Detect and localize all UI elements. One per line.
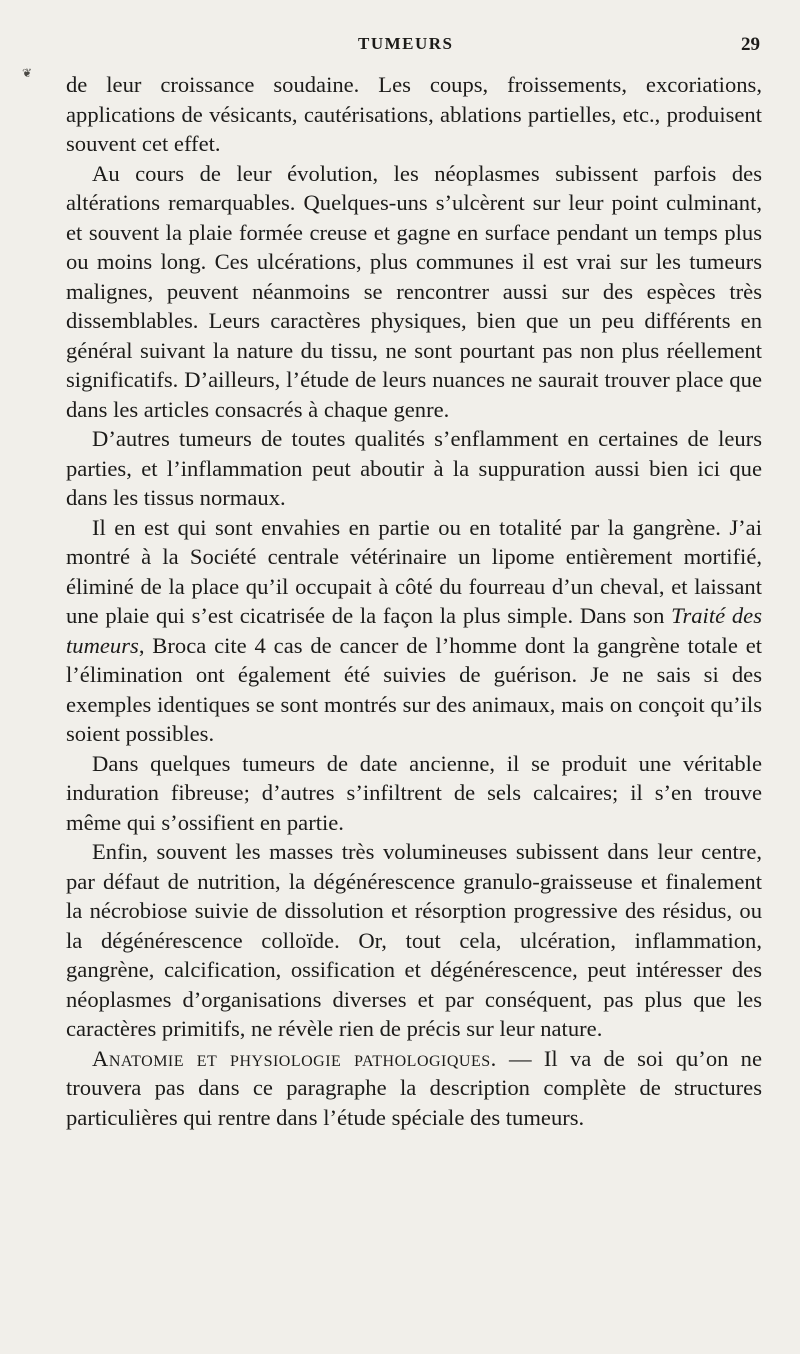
paragraph-evolution: Au cours de leur évolution, les néoplasmes subissent parfois des altérations remarquables. Quelques-uns s’ulcèrent sur leur point culminant, et souvent la plaie formée creuse et gagne en surface pendant un temps plus ou moins long. Ces ulcérations, plus communes il est vrai sur les tumeurs malignes, peuvent néanmoins se rencontrer aussi sur des espèces très dissemblables. Leurs caractères physiques, bien que un peu différents en général suivant la nature du tissu, ne sont pourtant pas non plus réellement significatifs. D’ailleurs, l’étude de leurs nuances ne saurait trouver place que dans les articles consacrés à chaque genre. [66, 160, 762, 422]
paragraph-degeneration: Enfin, souvent les masses très volumineuses subissent dans leur centre, par défaut de nutrition, la dégénérescence granulo-graisseuse et finalement la nécrobiose suivie de dissolution et résorption progressive des résidus, ou la dégénérescence colloïde. Or, tout cela, ulcération, inflammation, gangrène, calcification, ossification et dégénérescence, peut intéresser des néoplasmes d’organisations diverses et par conséquent, pas plus que les caractères primitifs, ne révèle rien de précis sur leur nature. [66, 839, 762, 1041]
paragraph-gangrene-text-1: Il en est qui sont envahies en partie ou en totalité par la gangrène. J’ai montré à la Société centrale vétérinaire un lipome entièrement mortifié, éliminé de la place qu’il occupait à côté du fourreau d’un cheval, et laissant une plaie qui s’est cicatrisée de la façon la plus simple. Dans son [66, 514, 762, 628]
paragraph-anatomy [66, 1044, 762, 1133]
paragraph-continuation: de leur croissance soudaine. Les coups, froissements, excoriations, applications de vésicants, cautérisations, ablations partielles, etc., produisent souvent cet effet. [66, 72, 762, 156]
paragraph-anatomy-text: — Il va de soi qu’on ne trouvera pas dans ce paragraphe la description complète de structures particulières qui rentre dans l’étude spéciale des tumeurs. [66, 1045, 762, 1130]
page-number: 29 [741, 34, 760, 55]
margin-mark-icon: ❦ [22, 66, 33, 80]
paragraph-gangrene-text-2: , Broca cite 4 cas de cancer de l’homme dont la gangrène totale et l’élimination ont également été suivies de guérison. Je ne sais si des exemples identiques se sont montrés sur des animaux, mais on conçoit qu’ils soient possibles. [66, 632, 762, 746]
page-header [66, 30, 762, 62]
paragraph-induration: Dans quelques tumeurs de date ancienne, il se produit une véritable induration fibreuse; d’autres s’infiltrent de sels calcaires; il s’en trouve même qui s’ossifient en partie. [66, 750, 762, 835]
book-title-reference: Traité des tumeurs [66, 603, 762, 658]
body-text [66, 70, 762, 1132]
paragraph-gangrene [66, 513, 762, 749]
section-heading: Anatomie et physiologie pathologiques. [92, 1045, 497, 1071]
running-title: TUMEURS [358, 34, 454, 53]
paragraph-inflammation: D’autres tumeurs de toutes qualités s’enflamment en certaines de leurs parties, et l’inflammation peut aboutir à la suppuration aussi bien ici que dans les tissus normaux. [66, 426, 762, 510]
